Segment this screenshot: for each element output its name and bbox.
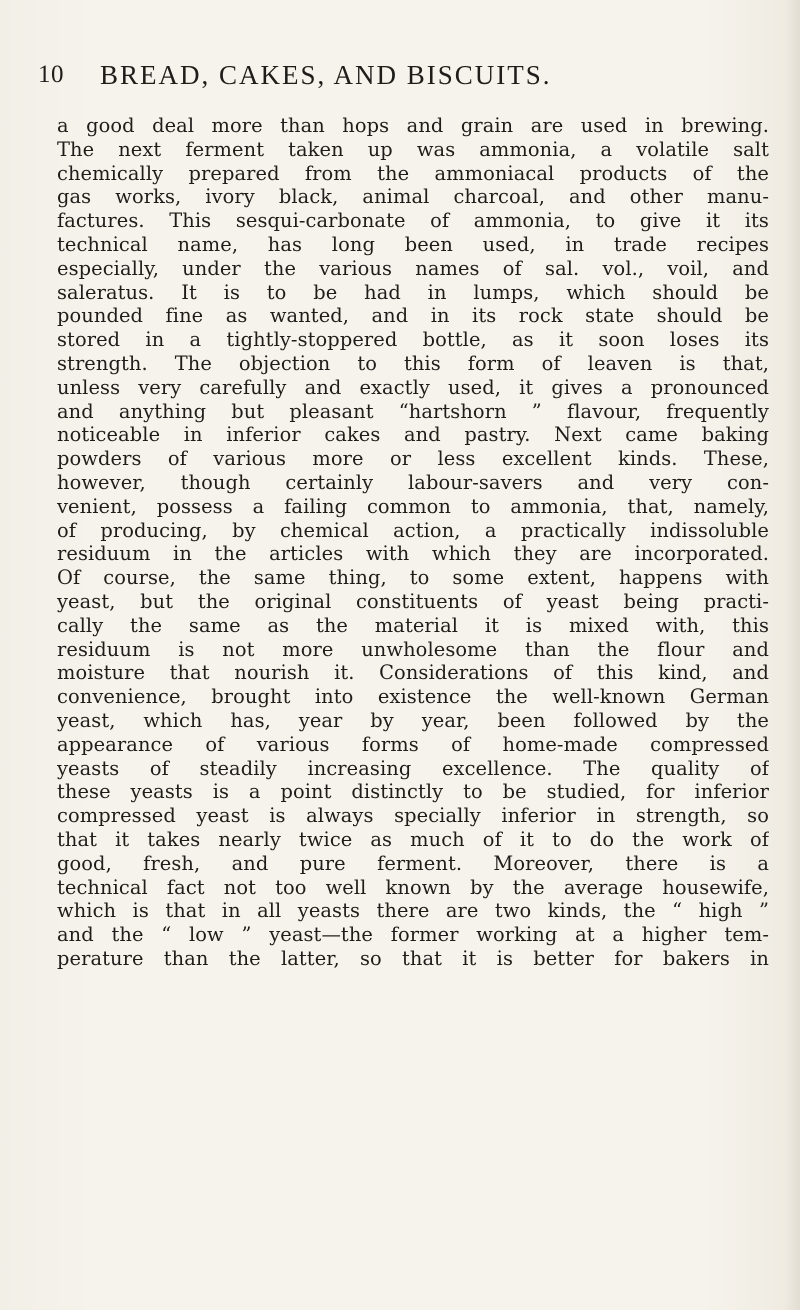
text-line: perature than the latter, so that it is better for bakers in	[57, 946, 769, 970]
text-line: however, though certainly labour-savers and very con-	[57, 470, 769, 494]
text-line: residuum in the articles with which they are incorporated.	[57, 542, 769, 566]
text-line: which is that in all yeasts there are two kinds, the “ high ”	[57, 899, 769, 923]
text-line: factures. This sesqui-carbonate of ammonia, to give it its	[57, 209, 769, 233]
text-line: yeast, but the original constituents of yeast being practi-	[57, 589, 769, 613]
text-line: venient, possess a failing common to ammonia, that, namely,	[57, 494, 769, 518]
text-line: compressed yeast is always specially inferior in strength, so	[57, 804, 769, 828]
text-line: and the “ low ” yeast—the former working at a higher tem-	[57, 923, 769, 947]
text-line: residuum is not more unwholesome than the flour and	[57, 637, 769, 661]
text-line: noticeable in inferior cakes and pastry. Next came baking	[57, 423, 769, 447]
text-line: yeasts of steadily increasing excellence. The quality of	[57, 756, 769, 780]
text-line: convenience, brought into existence the well-known German	[57, 685, 769, 709]
text-line: yeast, which has, year by year, been followed by the	[57, 708, 769, 732]
text-line: a good deal more than hops and grain are used in brewing.	[57, 114, 769, 137]
text-line: moisture that nourish it. Considerations of this kind, and	[57, 661, 769, 685]
text-line: chemically prepared from the ammoniacal products of the	[57, 161, 769, 185]
text-line: good, fresh, and pure ferment. Moreover, there is a	[57, 851, 769, 875]
text-line: powders of various more or less excellent kinds. These,	[57, 447, 769, 471]
text-line: cally the same as the material it is mixed with, this	[57, 613, 769, 637]
text-line: technical name, has long been used, in trade recipes	[57, 232, 769, 256]
running-title: BREAD, CAKES, AND BISCUITS.	[100, 60, 552, 90]
text-line: appearance of various forms of home-made compressed	[57, 732, 769, 756]
text-line: technical fact not too well known by the average housewife,	[57, 875, 769, 899]
text-line: strength. The objection to this form of leaven is that,	[57, 351, 769, 375]
text-line: unless very carefully and exactly used, it gives a pronounced	[57, 375, 769, 399]
text-line: of producing, by chemical action, a practically indissoluble	[57, 518, 769, 542]
text-line: saleratus. It is to be had in lumps, which should be	[57, 280, 769, 304]
text-line: pounded fine as wanted, and in its rock state should be	[57, 304, 769, 328]
text-line: and anything but pleasant “hartshorn ” flavour, frequently	[57, 399, 769, 423]
page-number: 10	[38, 61, 64, 88]
page-edge-shadow	[784, 0, 800, 1310]
text-line: stored in a tightly-stoppered bottle, as it soon loses its	[57, 328, 769, 352]
text-line: especially, under the various names of sal. vol., voil, and	[57, 256, 769, 280]
text-line: these yeasts is a point distinctly to be studied, for inferior	[57, 780, 769, 804]
page-header	[38, 57, 758, 93]
text-line: Of course, the same thing, to some extent, happens with	[57, 566, 769, 590]
text-line: that it takes nearly twice as much of it to do the work of	[57, 827, 769, 851]
text-line: The next ferment taken up was ammonia, a volatile salt	[57, 137, 769, 161]
body-paragraph	[57, 114, 769, 971]
text-line: gas works, ivory black, animal charcoal, and other manu-	[57, 185, 769, 209]
